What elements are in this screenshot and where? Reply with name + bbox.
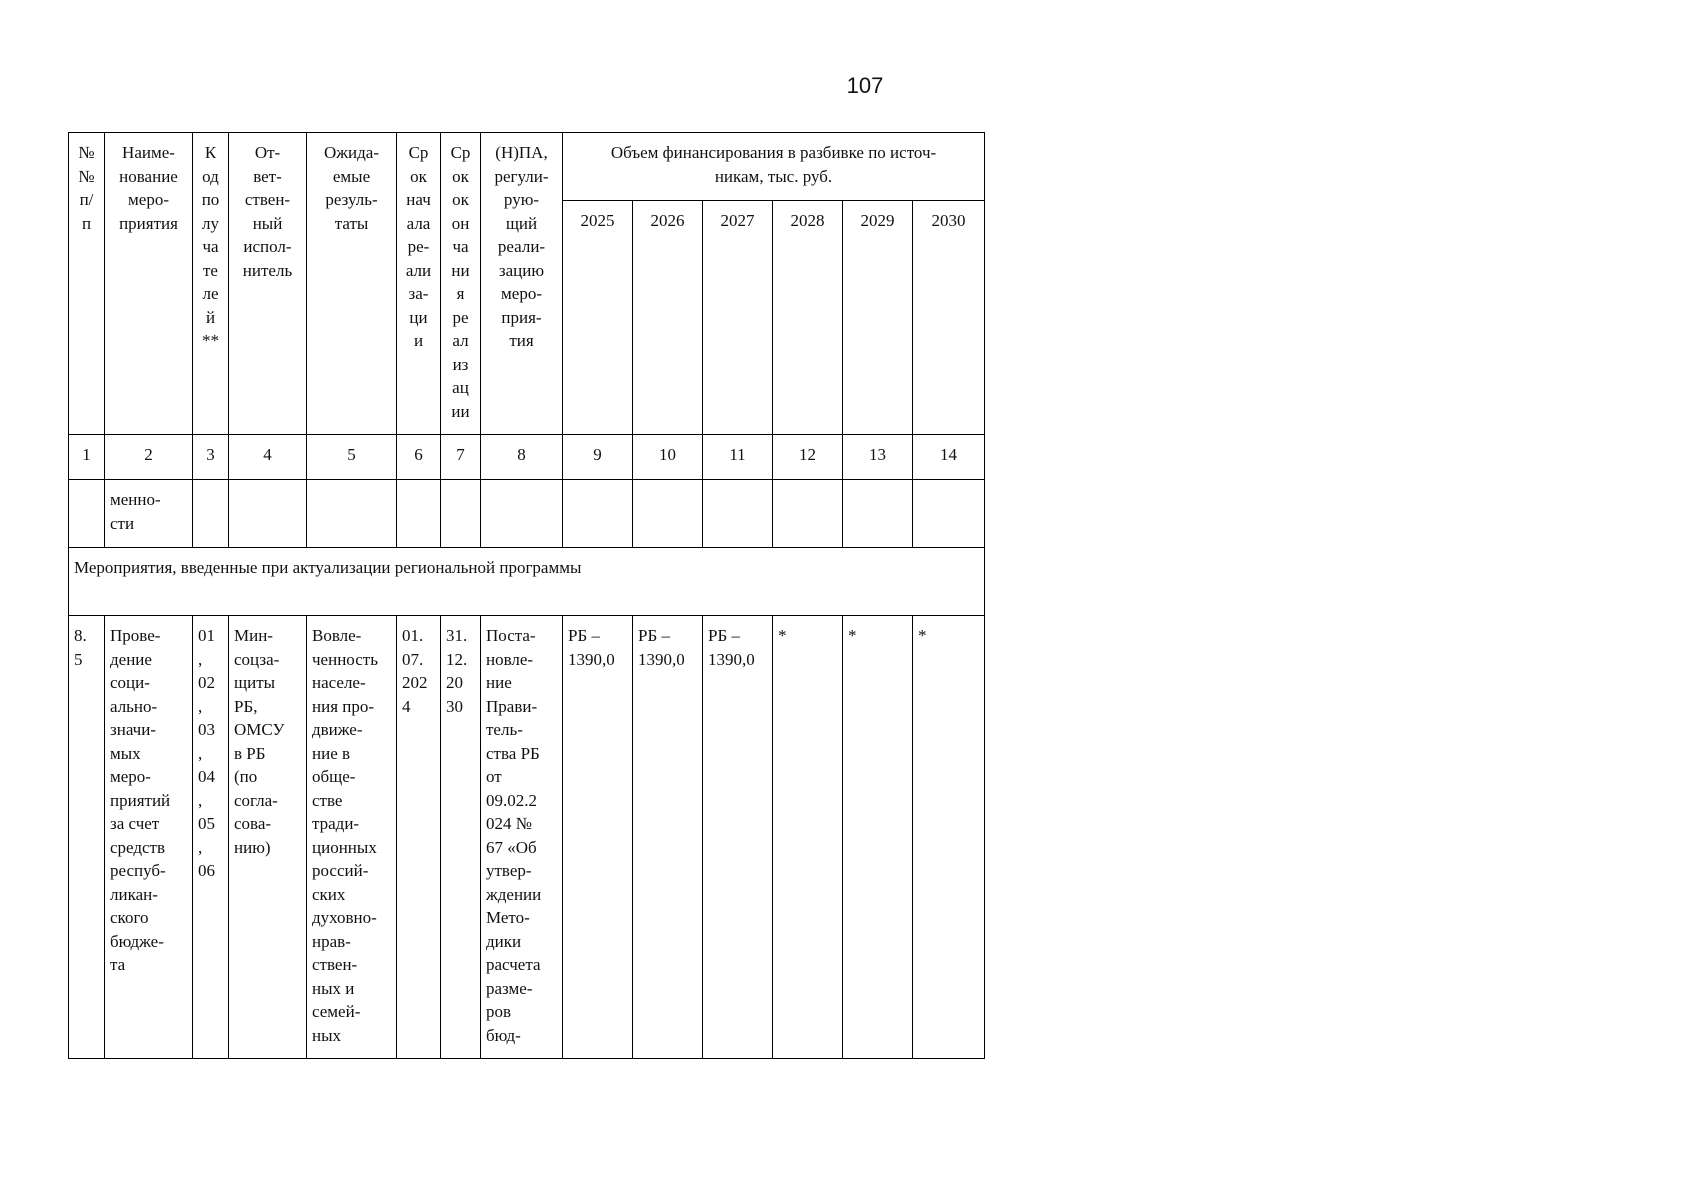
header-recipient-code: К од по лу ча те ле й **: [193, 133, 229, 435]
header-year-2026: 2026: [633, 201, 703, 435]
row-recipient-code: 01 , 02 , 03 , 04 , 05 , 06: [193, 616, 229, 1059]
program-table: [68, 132, 985, 1059]
table-cell: [69, 480, 105, 548]
column-number: 14: [913, 435, 985, 480]
row-number: 8. 5: [69, 616, 105, 1059]
header-start-date: Ср ок нач ала ре- али за- ци и: [397, 133, 441, 435]
section-row: [69, 548, 985, 616]
row-end-date: 31. 12. 20 30: [441, 616, 481, 1059]
row-funding-2030: *: [913, 616, 985, 1059]
column-number: 2: [105, 435, 193, 480]
header-year-2030: 2030: [913, 201, 985, 435]
table-cell: [307, 480, 397, 548]
row-executor: Мин- соцза- щиты РБ, ОМСУ в РБ (по согла- сова- нию): [229, 616, 307, 1059]
table-cell: [773, 480, 843, 548]
continuation-name-cell: менно- сти: [105, 480, 193, 548]
header-event-name: Наиме- нование меро- приятия: [105, 133, 193, 435]
column-number: 3: [193, 435, 229, 480]
column-number: 6: [397, 435, 441, 480]
row-event-name: Прове- дение соци- ально- значи- мых меро- приятий за счет средств респуб- ликан- ского бюдже- та: [105, 616, 193, 1059]
column-number: 9: [563, 435, 633, 480]
header-year-2029: 2029: [843, 201, 913, 435]
column-number: 13: [843, 435, 913, 480]
row-funding-2026: РБ – 1390,0: [633, 616, 703, 1059]
row-funding-2027: РБ – 1390,0: [703, 616, 773, 1059]
table-row: [69, 616, 985, 1059]
column-number: 1: [69, 435, 105, 480]
row-start-date: 01. 07. 202 4: [397, 616, 441, 1059]
header-number: № № п/ п: [69, 133, 105, 435]
row-funding-2028: *: [773, 616, 843, 1059]
continuation-row: [69, 480, 985, 548]
page-number: 107: [846, 73, 884, 98]
header-expected-results: Ожида- емые резуль- таты: [307, 133, 397, 435]
table-cell: [193, 480, 229, 548]
table-cell: [633, 480, 703, 548]
row-npa: Поста- новле- ние Прави- тель- ства РБ от 09.02.2 024 № 67 «Об утвер- ждении Мето- дики расчета разме- ров бюд-: [481, 616, 563, 1059]
column-number: 8: [481, 435, 563, 480]
table-cell: [843, 480, 913, 548]
table-cell: [229, 480, 307, 548]
header-row-top: [69, 133, 985, 201]
column-number: 4: [229, 435, 307, 480]
header-year-2028: 2028: [773, 201, 843, 435]
row-expected-results: Вовле- ченность населе- ния про- движе- ние в обще- стве тради- ционных россий- ских духовно- нрав- ствен- ных и семей- ных: [307, 616, 397, 1059]
header-year-2027: 2027: [703, 201, 773, 435]
table-cell: [563, 480, 633, 548]
column-number: 11: [703, 435, 773, 480]
header-year-2025: 2025: [563, 201, 633, 435]
table-cell: [481, 480, 563, 548]
header-end-date: Ср ок ок он ча ни я ре ал из ац ии: [441, 133, 481, 435]
column-number: 5: [307, 435, 397, 480]
table-cell: [913, 480, 985, 548]
column-number-row: [69, 435, 985, 480]
section-title: Мероприятия, введенные при актуализации региональной программы: [69, 548, 985, 616]
column-number: 7: [441, 435, 481, 480]
table-cell: [397, 480, 441, 548]
row-funding-2025: РБ – 1390,0: [563, 616, 633, 1059]
column-number: 10: [633, 435, 703, 480]
table-cell: [703, 480, 773, 548]
row-funding-2029: *: [843, 616, 913, 1059]
table-cell: [441, 480, 481, 548]
column-number: 12: [773, 435, 843, 480]
header-npa: (Н)ПА, регули- рую- щий реали- зацию меро- прия- тия: [481, 133, 563, 435]
header-financing: Объем финансирования в разбивке по источ- никам, тыс. руб.: [563, 133, 985, 201]
header-executor: От- вет- ствен- ный испол- нитель: [229, 133, 307, 435]
